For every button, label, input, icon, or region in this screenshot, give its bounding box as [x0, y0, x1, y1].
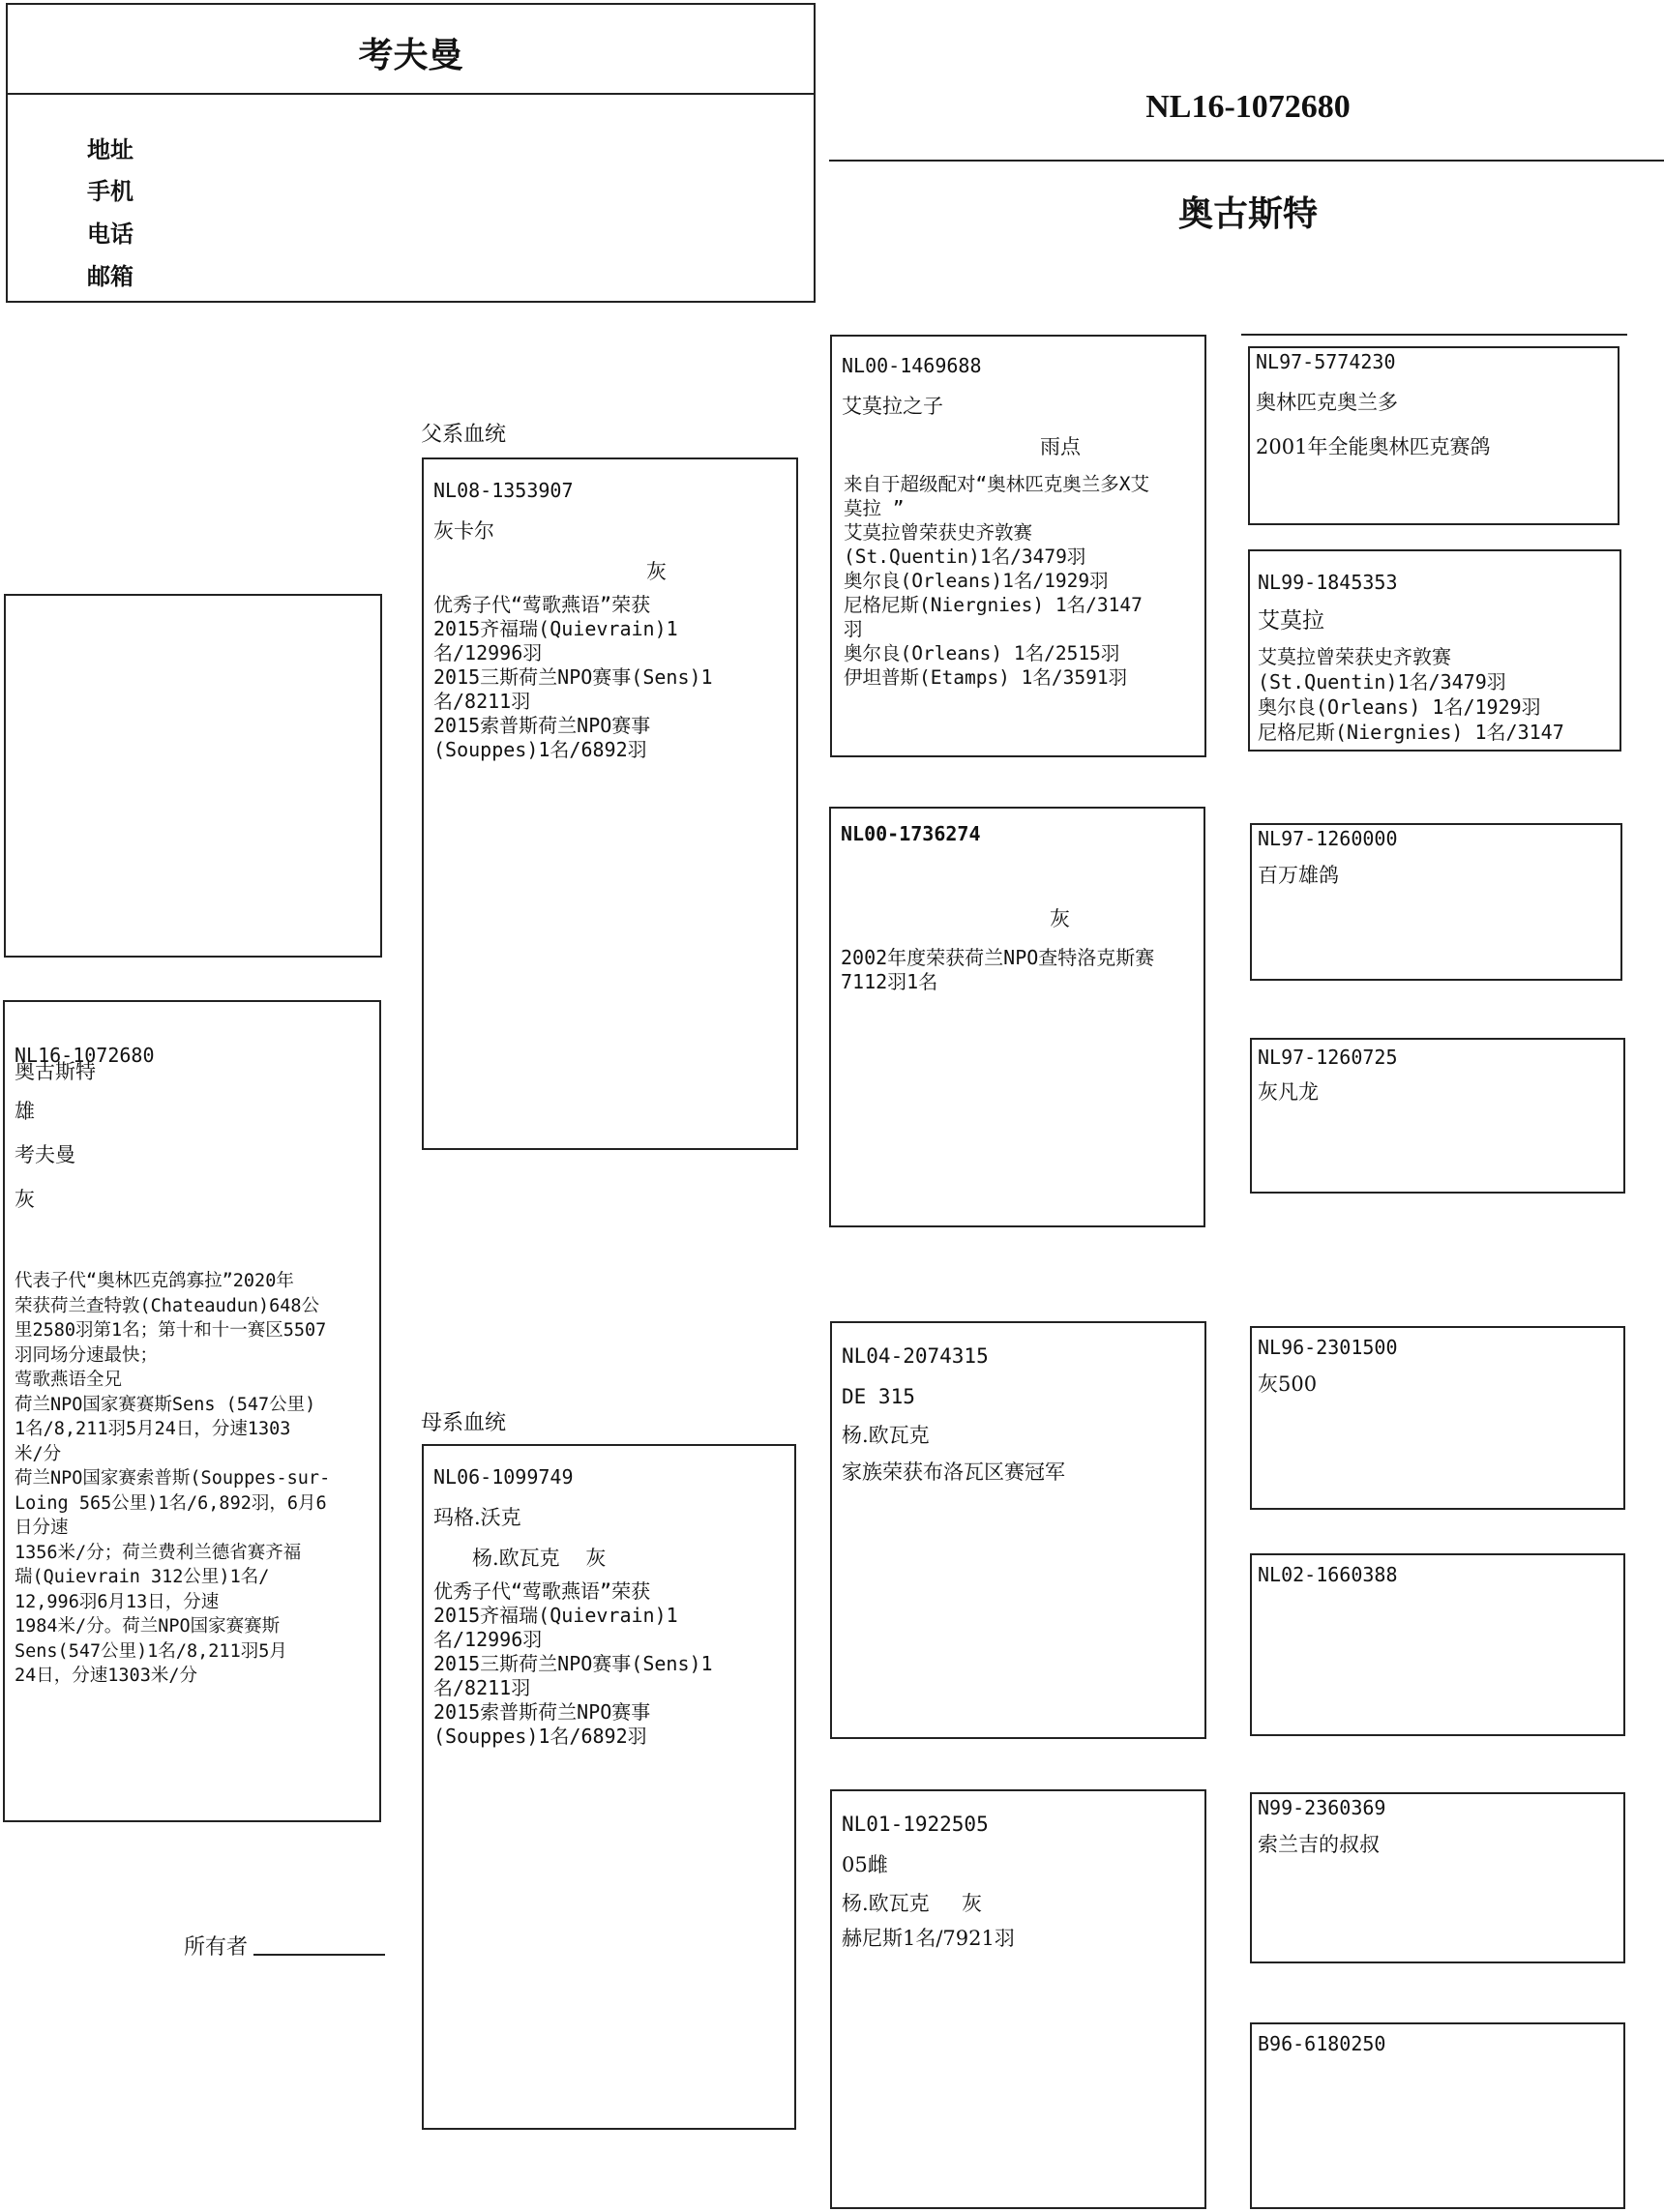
- contact-label-address: 地址: [87, 135, 134, 163]
- ggp-ring-6: NL02-1660388: [1258, 1563, 1398, 1586]
- sire-color: 灰: [646, 560, 667, 583]
- contact-label-phone: 电话: [87, 220, 134, 248]
- ggp-box-8: [1250, 2022, 1625, 2209]
- contact-label-mobile: 手机: [87, 177, 134, 205]
- dam-dam-line2: 05雌: [842, 1853, 888, 1876]
- sire-ring: NL08-1353907: [433, 479, 574, 502]
- dam-sire-box: [830, 1321, 1206, 1739]
- sire-dam-ring: NL00-1736274: [841, 822, 981, 845]
- ggp-ring-1: NL97-5774230: [1256, 350, 1396, 373]
- owner-name: 考夫曼: [358, 35, 463, 75]
- subject-box: [3, 1000, 381, 1822]
- sire-line-label: 父系血统: [421, 423, 507, 447]
- ggp-box-6: [1250, 1553, 1625, 1736]
- sire-dam-box: [829, 807, 1205, 1227]
- ggp-line-5a: 灰500: [1258, 1372, 1318, 1396]
- owner-contact-box: [6, 3, 816, 303]
- sire-sire-notes: 来自于超级配对“奥林匹克奥兰多X艾 莫拉 ” 艾莫拉曾荣获史齐敦赛 (St.Quentin)1名/3479羽 奥尔良(Orleans)1名/1929羽 尼格尼斯(Niergnies) 1名/3147 羽 奥尔良(Orleans) 1名/2515羽 伊坦普斯(Etamps) 1名/3591羽: [844, 473, 1149, 689]
- header-ring-number: NL16-1072680: [1145, 89, 1351, 125]
- ggp-box-5: [1250, 1326, 1625, 1510]
- sire-dam-color: 灰: [1050, 907, 1070, 930]
- ggp-box-4: [1250, 1038, 1625, 1194]
- dam-notes: 优秀子代“莺歌燕语”荣获 2015齐福瑞(Quievrain)1 名/12996羽 2015三斯荷兰NPO赛事(Sens)1 名/8211羽 2015索普斯荷兰NPO赛事 (Souppes)1名/6892羽: [433, 1579, 713, 1748]
- dam-name: 玛格.沃克: [433, 1506, 521, 1529]
- dam-sire-ring: NL04-2074315: [842, 1344, 989, 1368]
- photo-frame: [4, 594, 382, 958]
- ggp-ring-4: NL97-1260725: [1258, 1046, 1398, 1069]
- ggp-line-7a: 索兰吉的叔叔: [1258, 1833, 1380, 1856]
- dam-box: [422, 1444, 796, 2130]
- ggp-line-2a: 艾莫拉: [1258, 608, 1324, 634]
- subject-sex: 雄: [15, 1100, 35, 1123]
- dam-ring: NL06-1099749: [433, 1465, 574, 1489]
- subject-ring: NL16-1072680: [15, 1044, 155, 1067]
- ggp-box-7: [1250, 1792, 1625, 1963]
- sire-sire-box: [830, 335, 1206, 757]
- sire-dam-notes: 2002年度荣获荷兰NPO查特洛克斯赛 7112羽1名: [841, 946, 1155, 993]
- subject-notes: 代表子代“奥林匹克鸽寡拉”2020年 荣获荷兰查特敦(Chateaudun)648公 里2580羽第1名；第十和十一赛区5507 羽同场分速最快； 莺歌燕语全兄 荷兰NPO国家赛赛斯Sens (547公里) 1名/8,211羽5月24日，分速1303 米/分 荷兰NPO国家赛索普斯(Souppes-sur- Loing 565公里)1名/6,892羽，6月6 日分速 1356米/分；荷兰费利兰德省赛齐福 瑞(Quievrain 312公里)1名/ 12,996羽6月13日，分速 1984米/分。荷兰NPO国家赛赛斯 Sens(547公里)1名/8,211羽5月 24日，分速1303米/分: [15, 1271, 331, 1686]
- sire-sire-name: 艾莫拉之子: [842, 395, 943, 418]
- owner-label: 所有者: [184, 1935, 249, 1960]
- dam-line-label: 母系血统: [421, 1411, 507, 1435]
- header-rule: [829, 160, 1664, 162]
- owner-signature-line: [253, 1954, 385, 1956]
- ggp-line-2b: 艾莫拉曾荣获史齐敦赛 (St.Quentin)1名/3479羽 奥尔良(Orleans) 1名/1929羽 尼格尼斯(Niergnies) 1名/3147: [1258, 645, 1564, 744]
- ggp-ring-5: NL96-2301500: [1258, 1336, 1398, 1359]
- sire-name: 灰卡尔: [433, 519, 494, 543]
- ggp-box-1: [1248, 346, 1619, 525]
- ggp-ring-7: N99-2360369: [1258, 1796, 1386, 1819]
- subject-color: 灰: [15, 1188, 35, 1211]
- header-bird-name: 奥古斯特: [1177, 193, 1318, 234]
- dam-sire-breeder: 杨.欧瓦克: [842, 1424, 930, 1447]
- sire-sire-color: 雨点: [1040, 435, 1081, 458]
- dam-dam-box: [830, 1789, 1206, 2209]
- ggp-ring-8: B96-6180250: [1258, 2032, 1386, 2055]
- owner-divider: [8, 93, 814, 95]
- ggp-line-1a: 奥林匹克奥兰多: [1256, 391, 1398, 414]
- ggp-box-3: [1250, 823, 1622, 981]
- subject-name: 奥古斯特: [15, 1060, 96, 1083]
- subject-breeder: 考夫曼: [15, 1143, 75, 1166]
- ggp-top-rule: [1241, 334, 1627, 336]
- sire-sire-ring: NL00-1469688: [842, 354, 982, 377]
- ggp-line-1b: 2001年全能奥林匹克赛鸽: [1256, 435, 1491, 458]
- ggp-line-3a: 百万雄鸽: [1258, 864, 1339, 887]
- ggp-box-2: [1248, 549, 1621, 752]
- contact-label-email: 邮箱: [87, 262, 134, 290]
- ggp-ring-3: NL97-1260000: [1258, 827, 1398, 850]
- dam-breeder-color: 杨.欧瓦克 灰: [472, 1547, 607, 1570]
- dam-dam-ring: NL01-1922505: [842, 1813, 989, 1836]
- sire-notes: 优秀子代“莺歌燕语”荣获 2015齐福瑞(Quievrain)1 名/12996羽 2015三斯荷兰NPO赛事(Sens)1 名/8211羽 2015索普斯荷兰NPO赛事 (Souppes)1名/6892羽: [433, 593, 713, 761]
- sire-box: [422, 457, 798, 1150]
- dam-sire-notes: 家族荣获布洛瓦区赛冠军: [842, 1460, 1065, 1484]
- dam-dam-notes: 赫尼斯1名/7921羽: [842, 1927, 1015, 1950]
- ggp-ring-2: NL99-1845353: [1258, 571, 1398, 594]
- ggp-line-4a: 灰凡龙: [1258, 1080, 1319, 1104]
- dam-dam-breeder-color: 杨.欧瓦克 灰: [842, 1892, 983, 1915]
- dam-sire-line2: DE 315: [842, 1385, 915, 1408]
